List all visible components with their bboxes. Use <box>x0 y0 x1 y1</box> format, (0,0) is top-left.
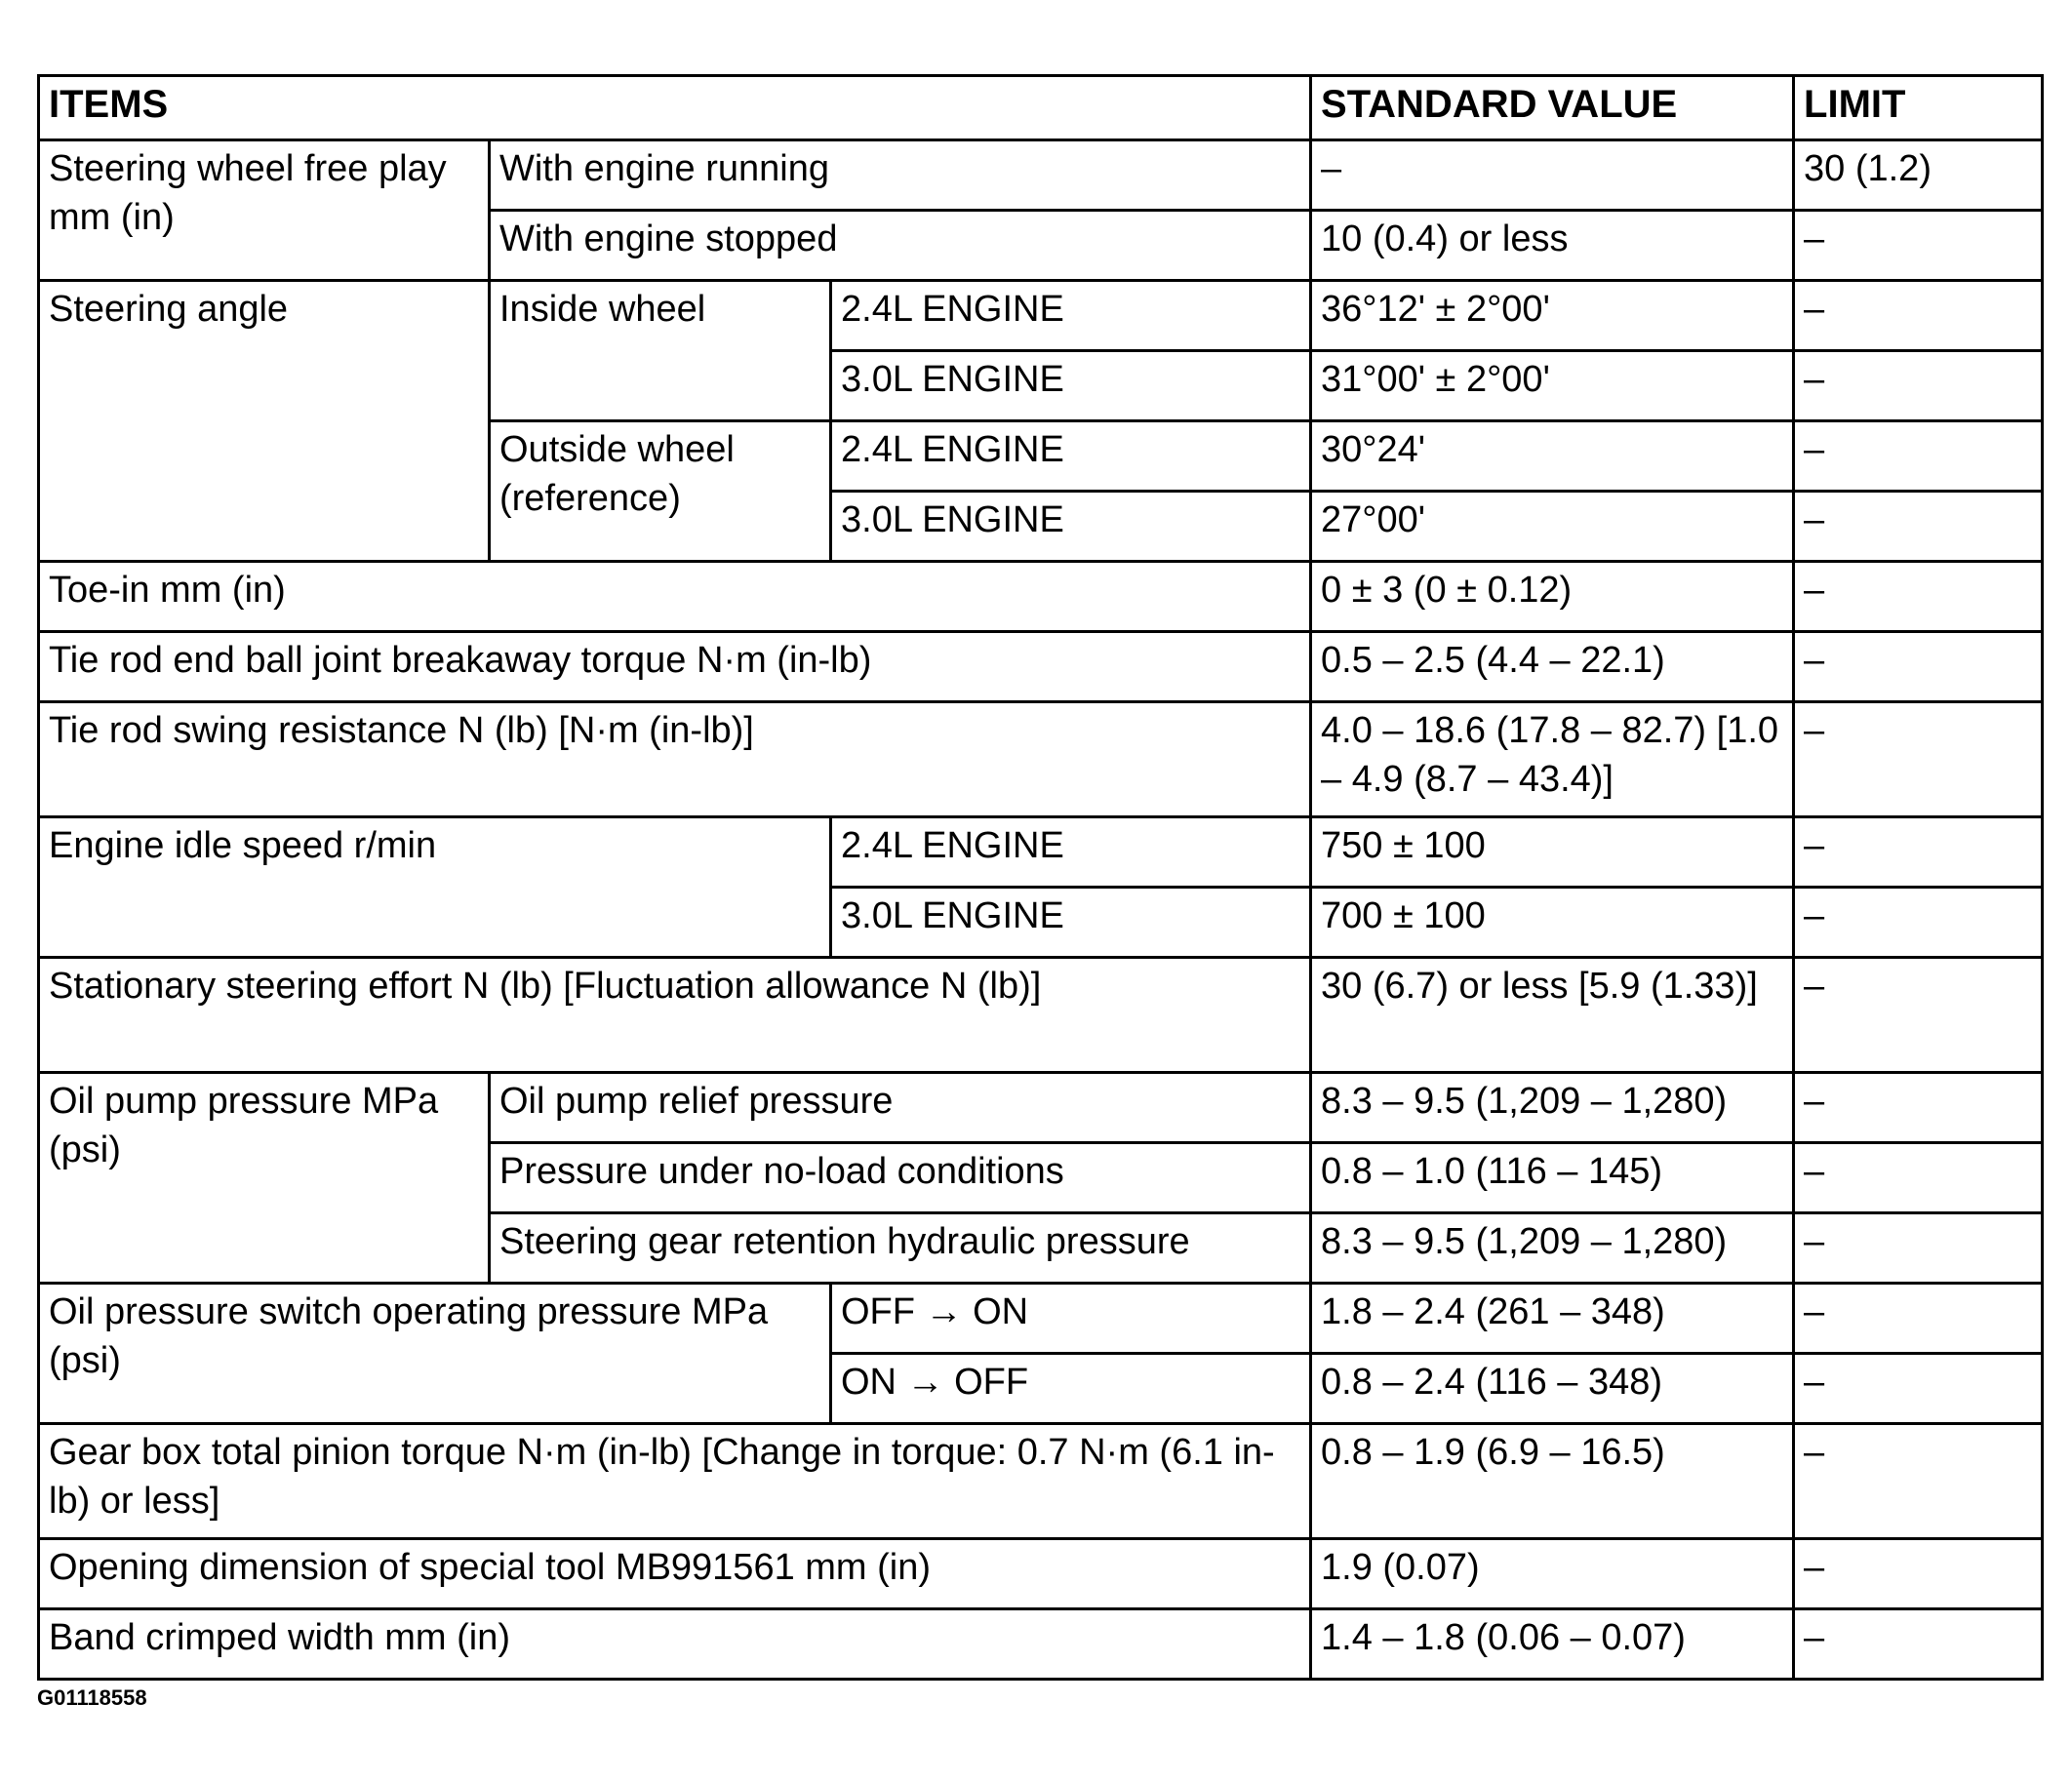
table-row <box>39 140 2043 211</box>
limit-cell: – <box>1794 888 2043 958</box>
specifications-table <box>37 74 2044 1681</box>
table-row <box>39 632 2043 702</box>
standard-value-cell: – <box>1311 140 1794 211</box>
limit-cell: – <box>1794 1143 2043 1213</box>
item-cell: Band crimped width mm (in) <box>39 1609 1311 1680</box>
table-row <box>39 1284 2043 1354</box>
item-cell: Oil pump pressure MPa (psi) <box>39 1073 490 1284</box>
standard-value-cell: 30°24' <box>1311 421 1794 492</box>
table-row <box>39 1424 2043 1539</box>
table-row <box>39 817 2043 888</box>
item-cell: Tie rod swing resistance N (lb) [N·m (in-lb)] <box>39 702 1311 817</box>
item-cell: Opening dimension of special tool MB991561 mm (in) <box>39 1539 1311 1609</box>
limit-cell: – <box>1794 1354 2043 1424</box>
table-row <box>39 1539 2043 1609</box>
engine-cell: 3.0L ENGINE <box>831 492 1311 562</box>
standard-value-cell: 700 ± 100 <box>1311 888 1794 958</box>
limit-cell: – <box>1794 211 2043 281</box>
limit-cell: – <box>1794 421 2043 492</box>
standard-value-cell: 0.8 – 1.0 (116 – 145) <box>1311 1143 1794 1213</box>
header-standard-value: STANDARD VALUE <box>1311 76 1794 140</box>
condition-cell: Steering gear retention hydraulic pressure <box>490 1213 1311 1284</box>
figure-code: G01118558 <box>37 1685 147 1710</box>
header-row <box>39 76 2043 140</box>
table-row <box>39 281 2043 351</box>
engine-cell: 3.0L ENGINE <box>831 351 1311 421</box>
condition-cell: With engine stopped <box>490 211 1311 281</box>
engine-cell: 2.4L ENGINE <box>831 421 1311 492</box>
header-items: ITEMS <box>39 76 1311 140</box>
item-cell: Stationary steering effort N (lb) [Fluctuation allowance N (lb)] <box>39 958 1311 1073</box>
standard-value-cell: 0 ± 3 (0 ± 0.12) <box>1311 562 1794 632</box>
limit-cell: – <box>1794 1284 2043 1354</box>
standard-value-cell: 4.0 – 18.6 (17.8 – 82.7) [1.0 – 4.9 (8.7 – 43.4)] <box>1311 702 1794 817</box>
standard-value-cell: 36°12' ± 2°00' <box>1311 281 1794 351</box>
limit-cell: – <box>1794 1073 2043 1143</box>
standard-value-cell: 30 (6.7) or less [5.9 (1.33)] <box>1311 958 1794 1073</box>
standard-value-cell: 0.8 – 2.4 (116 – 348) <box>1311 1354 1794 1424</box>
item-cell: Tie rod end ball joint breakaway torque N·m (in-lb) <box>39 632 1311 702</box>
limit-cell: – <box>1794 958 2043 1073</box>
standard-value-cell: 8.3 – 9.5 (1,209 – 1,280) <box>1311 1073 1794 1143</box>
condition-cell: Oil pump relief pressure <box>490 1073 1311 1143</box>
condition-cell: ON → OFF <box>831 1354 1311 1424</box>
limit-cell: – <box>1794 1539 2043 1609</box>
limit-cell: – <box>1794 817 2043 888</box>
limit-cell: – <box>1794 492 2043 562</box>
standard-value-cell: 750 ± 100 <box>1311 817 1794 888</box>
item-cell: Steering wheel free play mm (in) <box>39 140 490 281</box>
table-row <box>39 958 2043 1073</box>
item-cell: Gear box total pinion torque N·m (in-lb) [Change in torque: 0.7 N·m (6.1 in-lb) or less] <box>39 1424 1311 1539</box>
item-cell: Steering angle <box>39 281 490 562</box>
limit-cell: – <box>1794 562 2043 632</box>
limit-cell: – <box>1794 281 2043 351</box>
standard-value-cell: 0.5 – 2.5 (4.4 – 22.1) <box>1311 632 1794 702</box>
limit-cell: – <box>1794 351 2043 421</box>
condition-cell: Inside wheel <box>490 281 831 421</box>
limit-cell: 30 (1.2) <box>1794 140 2043 211</box>
item-cell: Toe-in mm (in) <box>39 562 1311 632</box>
engine-cell: 2.4L ENGINE <box>831 817 1311 888</box>
limit-cell: – <box>1794 1609 2043 1680</box>
limit-cell: – <box>1794 1424 2043 1539</box>
condition-cell: Pressure under no-load conditions <box>490 1143 1311 1213</box>
table-row <box>39 562 2043 632</box>
standard-value-cell: 27°00' <box>1311 492 1794 562</box>
condition-cell: OFF → ON <box>831 1284 1311 1354</box>
table-row <box>39 1609 2043 1680</box>
limit-cell: – <box>1794 702 2043 817</box>
limit-cell: – <box>1794 632 2043 702</box>
item-cell: Engine idle speed r/min <box>39 817 831 958</box>
item-cell: Oil pressure switch operating pressure MPa (psi) <box>39 1284 831 1424</box>
standard-value-cell: 31°00' ± 2°00' <box>1311 351 1794 421</box>
standard-value-cell: 8.3 – 9.5 (1,209 – 1,280) <box>1311 1213 1794 1284</box>
engine-cell: 3.0L ENGINE <box>831 888 1311 958</box>
standard-value-cell: 10 (0.4) or less <box>1311 211 1794 281</box>
standard-value-cell: 0.8 – 1.9 (6.9 – 16.5) <box>1311 1424 1794 1539</box>
limit-cell: – <box>1794 1213 2043 1284</box>
engine-cell: 2.4L ENGINE <box>831 281 1311 351</box>
table-row <box>39 1073 2043 1143</box>
header-limit: LIMIT <box>1794 76 2043 140</box>
condition-cell: Outside wheel (reference) <box>490 421 831 562</box>
standard-value-cell: 1.8 – 2.4 (261 – 348) <box>1311 1284 1794 1354</box>
standard-value-cell: 1.4 – 1.8 (0.06 – 0.07) <box>1311 1609 1794 1680</box>
standard-value-cell: 1.9 (0.07) <box>1311 1539 1794 1609</box>
table-row <box>39 702 2043 817</box>
condition-cell: With engine running <box>490 140 1311 211</box>
